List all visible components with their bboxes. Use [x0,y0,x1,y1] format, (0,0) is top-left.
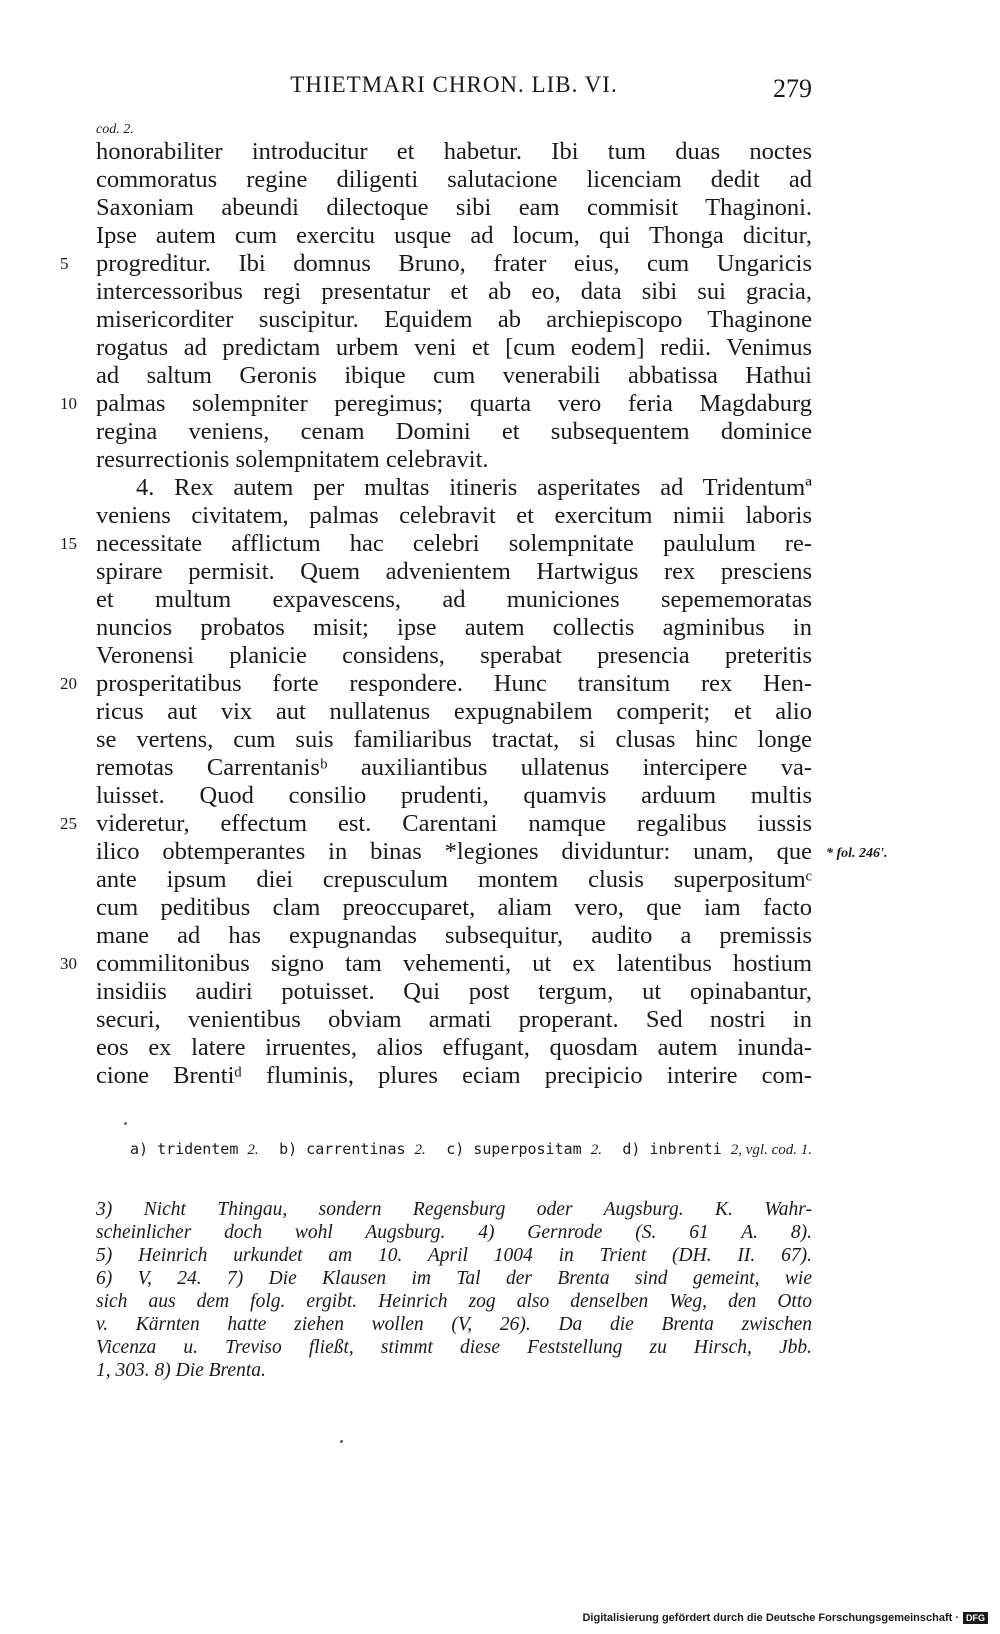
text-line: spirare permisit. Quem advenientem Hartwigus rex presciens [96,558,812,585]
digitization-credit [582,1612,988,1624]
scan-speck [340,1440,343,1443]
footnote-line: 5) Heinrich urkundet am 10. April 1004 in Trient (DH. II. 67). [96,1245,812,1266]
text-line: cum peditibus clam preoccuparet, aliam vero, que iam facto [96,894,812,921]
scan-speck [124,1122,127,1125]
folio-margin-note: * fol. 246'. [826,846,888,861]
text-line: ante ipsum diei crepusculum montem clusis superpositumᶜ [96,866,812,893]
text-line: Ipse autem cum exercitu usque ad locum, qui Thonga dicitur, [96,222,812,249]
line-number: 20 [60,674,77,693]
variant-item: a) tridentem 2. [130,1140,259,1158]
variant-item: b) carrentinas 2. [279,1140,426,1158]
text-line: regina veniens, cenam Domini et subsequentem dominice [96,418,812,445]
chapter-start-line: 4. Rex autem per multas itineris asperitates ad Tridentumª [136,474,812,501]
text-line: luisset. Quod consilio prudenti, quamvis arduum multis [96,782,812,809]
text-line: honorabiliter introducitur et habetur. Ibi tum duas noctes [96,138,812,165]
text-line: mane ad has expugnandas subsequitur, audito a premissis [96,922,812,949]
text-line: resurrectionis solempnitatem celebravit. [96,446,489,473]
text-line: se vertens, cum suis familiaribus tractat, si clusas hinc longe [96,726,812,753]
footnote-line: scheinlicher doch wohl Augsburg. 4) Gernrode (S. 61 A. 8). [96,1222,812,1243]
credit-text: Digitalisierung gefördert durch die Deutsche Forschungsgemeinschaft · [582,1612,959,1624]
text-line: remotas Carrentanisᵇ auxiliantibus ullatenus intercipere va- [96,754,812,781]
footnote-line: v. Kärnten hatte ziehen wollen (V, 26). Da die Brenta zwischen [96,1314,812,1335]
text-line: commilitonibus signo tam vehementi, ut ex latentibus hostium [96,950,812,977]
text-line: misericorditer suscipitur. Equidem ab archiepiscopo Thaginone [96,306,812,333]
running-head [96,72,812,106]
text-line: cione Brentiᵈ fluminis, plures eciam precipicio interire com- [96,1062,812,1089]
variant-apparatus [130,1140,812,1159]
text-line: Saxoniam abeundi dilectoque sibi eam commisit Thaginoni. [96,194,812,221]
text-line: veniens civitatem, palmas celebravit et exercitum nimii laboris [96,502,812,529]
text-line: prosperitatibus forte respondere. Hunc transitum rex Hen- [96,670,812,697]
text-line: intercessoribus regi presentatur et ab eo, data sibi sui gracia, [96,278,812,305]
line-number: 30 [60,954,77,973]
text-line: progreditur. Ibi domnus Bruno, frater eius, cum Ungaricis [96,250,812,277]
text-line: ilico obtemperantes in binas *legiones dividuntur: unam, que [96,838,812,865]
text-line: rogatus ad predictam urbem veni et [cum eodem] redii. Venimus [96,334,812,361]
text-line: nuncios probatos misit; ipse autem collectis agminibus in [96,614,812,641]
footnote-line: 6) V, 24. 7) Die Klausen im Tal der Brenta sind gemeint, wie [96,1268,812,1289]
footnote-line: 1, 303. 8) Die Brenta. [96,1360,266,1381]
footnote-line: Vicenza u. Treviso fließt, stimmt diese Feststellung zu Hirsch, Jbb. [96,1337,812,1358]
line-number: 15 [60,534,77,553]
page-number: 279 [773,74,812,103]
text-line: necessitate afflictum hac celebri solempnitate paululum re- [96,530,812,557]
line-number: 25 [60,814,77,833]
footnote-line: sich aus dem folg. ergibt. Heinrich zog also denselben Weg, den Otto [96,1291,812,1312]
text-line: insidiis audiri potuisset. Qui post tergum, ut opinabantur, [96,978,812,1005]
text-line: ricus aut vix aut nullatenus expugnabilem comperit; et alio [96,698,812,725]
variant-item: d) inbrenti 2, vgl. cod. 1. [622,1140,812,1158]
dfg-logo: DFG [963,1612,988,1624]
text-line: commoratus regine diligenti salutacione licenciam dedit ad [96,166,812,193]
source-note: cod. 2. [96,122,134,137]
text-line: eos ex latere irruentes, alios effugant, quosdam autem inunda- [96,1034,812,1061]
text-line: Veronensi planicie considens, sperabat presencia preteritis [96,642,812,669]
text-line: securi, venientibus obviam armati properant. Sed nostri in [96,1006,812,1033]
line-number: 5 [60,254,69,273]
line-number: 10 [60,394,77,413]
text-line: videretur, effectum est. Carentani namque regalibus iussis [96,810,812,837]
text-line: et multum expavescens, ad municiones sepememoratas [96,586,812,613]
footnote-line: 3) Nicht Thingau, sondern Regensburg oder Augsburg. K. Wahr- [96,1199,812,1220]
text-line: palmas solempniter peregimus; quarta vero feria Magdaburg [96,390,812,417]
variant-item: c) superpositam 2. [446,1140,602,1158]
text-line: ad saltum Geronis ibique cum venerabili abbatissa Hathui [96,362,812,389]
running-title: THIETMARI CHRON. LIB. VI. [290,72,618,97]
